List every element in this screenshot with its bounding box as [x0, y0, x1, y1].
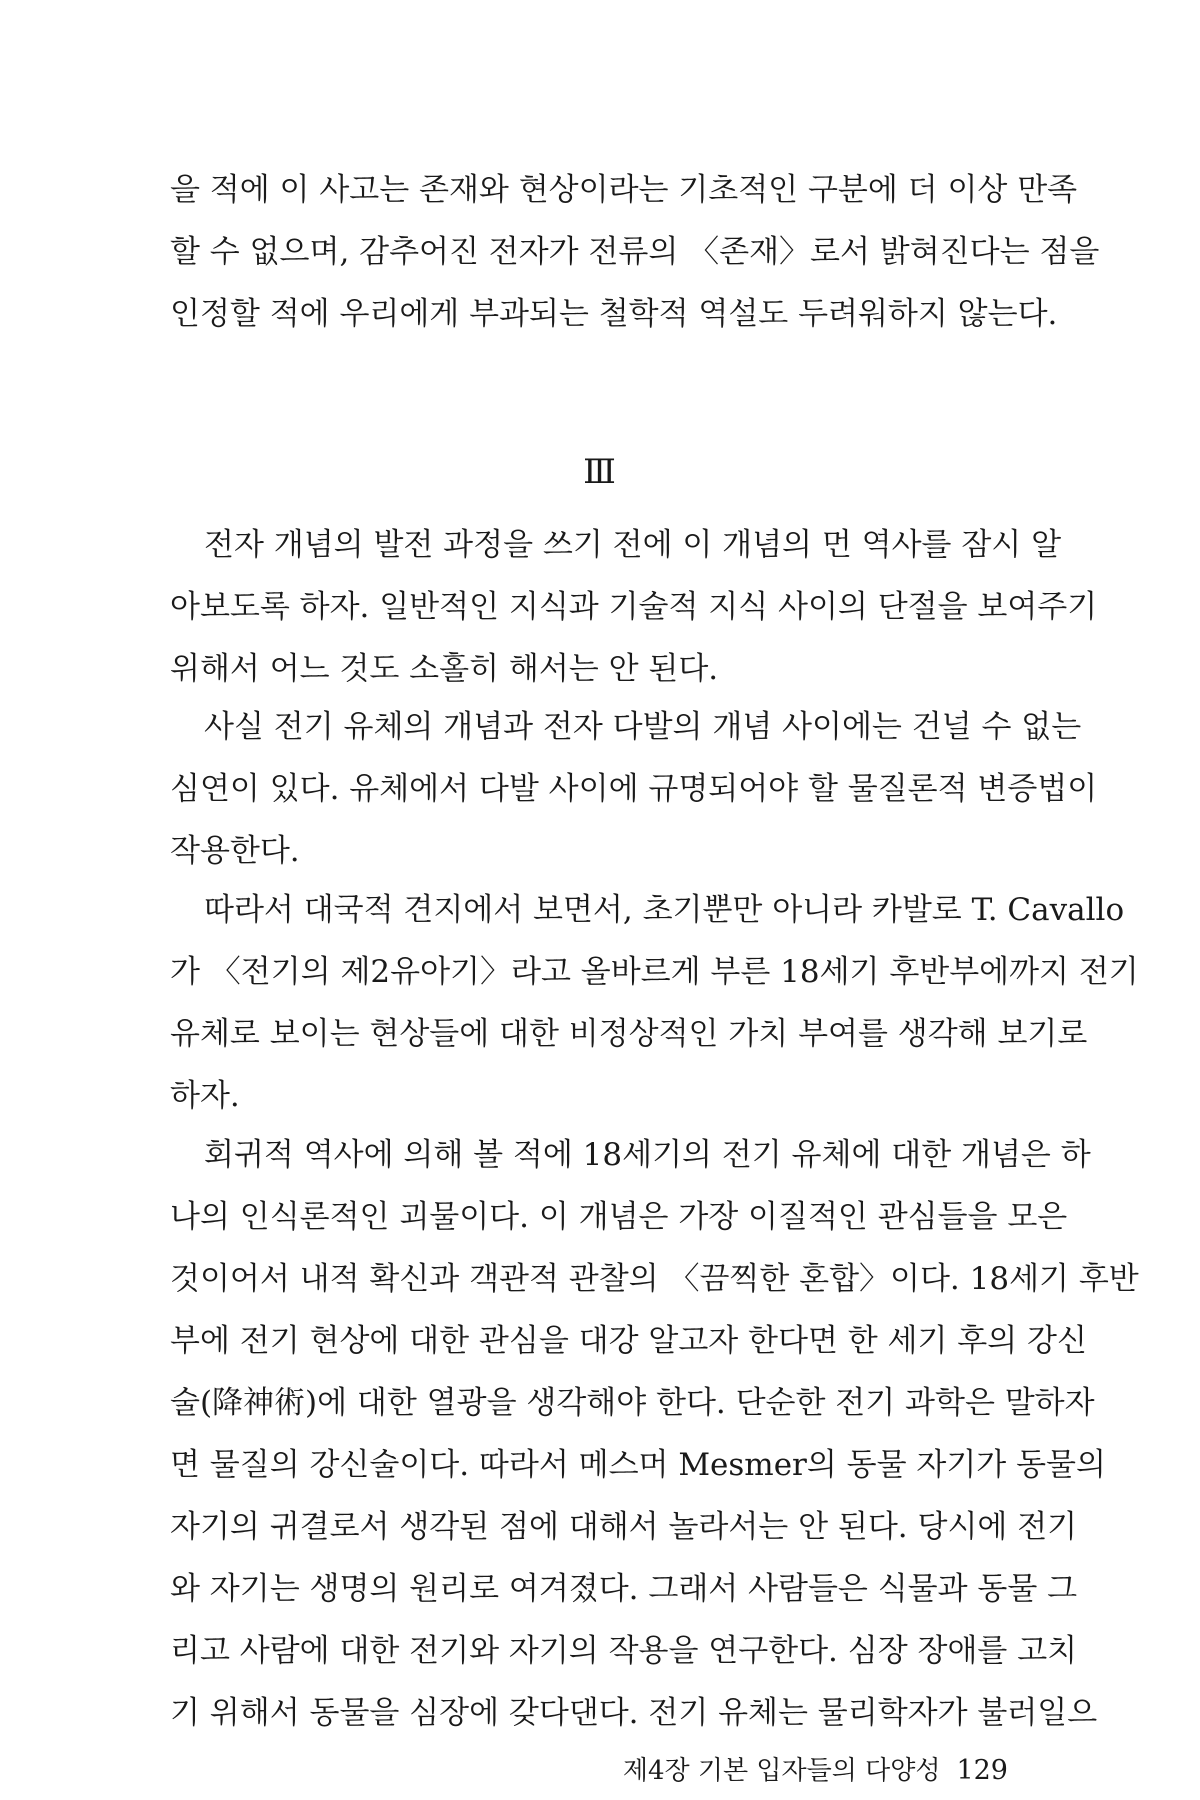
text-line: 심연이 있다. 유체에서 다발 사이에 규명되어야 할 물질론적 변증법이	[170, 771, 1098, 807]
text-line: 회귀적 역사에 의해 볼 적에 18세기의 전기 유체에 대한 개념은 하	[204, 1137, 1091, 1173]
text-line: 술(降神術)에 대한 열광을 생각해야 한다. 단순한 전기 과학은 말하자	[170, 1385, 1095, 1421]
text-line: 것이어서 내적 확신과 객관적 관찰의 〈끔찍한 혼합〉이다. 18세기 후반	[170, 1261, 1139, 1297]
section-heading: Ⅲ	[583, 452, 617, 492]
page-number: 129	[956, 1755, 1008, 1786]
page-footer	[623, 1750, 1008, 1787]
text-line: 아보도록 하자. 일반적인 지식과 기술적 지식 사이의 단절을 보여주기	[170, 589, 1098, 625]
text-line: 와 자기는 생명의 원리로 여겨졌다. 그래서 사람들은 식물과 동물 그	[170, 1571, 1078, 1607]
text-line: 리고 사람에 대한 전기와 자기의 작용을 연구한다. 심장 장애를 고치	[170, 1633, 1078, 1669]
text-line: 을 적에 이 사고는 존재와 현상이라는 기초적인 구분에 더 이상 만족	[170, 172, 1078, 208]
text-line: 유체로 보이는 현상들에 대한 비정상적인 가치 부여를 생각해 보기로	[170, 1016, 1088, 1052]
text-line: 작용한다.	[170, 833, 300, 869]
text-line: 기 위해서 동물을 심장에 갖다댄다. 전기 유체는 물리학자가 불러일으	[170, 1695, 1098, 1731]
text-line: 자기의 귀결로서 생각된 점에 대해서 놀라서는 안 된다. 당시에 전기	[170, 1509, 1078, 1545]
text-line: 하자.	[170, 1078, 240, 1114]
chapter-title: 제4장 기본 입자들의 다양성	[622, 1756, 941, 1786]
text-line: 인정할 적에 우리에게 부과되는 철학적 역설도 두려워하지 않는다.	[170, 296, 1058, 332]
text-line: 부에 전기 현상에 대한 관심을 대강 알고자 한다면 한 세기 후의 강신	[170, 1323, 1087, 1359]
text-line: 따라서 대국적 견지에서 보면서, 초기뿐만 아니라 카발로 T. Cavallo	[204, 892, 1125, 928]
text-line: 위해서 어느 것도 소홀히 해서는 안 된다.	[170, 651, 719, 687]
text-line: 면 물질의 강신술이다. 따라서 메스머 Mesmer의 동물 자기가 동물의	[170, 1447, 1106, 1483]
text-line: 나의 인식론적인 괴물이다. 이 개념은 가장 이질적인 관심들을 모은	[170, 1199, 1068, 1235]
text-line: 가 〈전기의 제2유아기〉라고 올바르게 부른 18세기 후반부에까지 전기	[170, 954, 1139, 990]
text-line: 할 수 없으며, 감추어진 전자가 전류의 〈존재〉로서 밝혀진다는 점을	[170, 234, 1100, 270]
text-line: 전자 개념의 발전 과정을 쓰기 전에 이 개념의 먼 역사를 잠시 알	[204, 527, 1062, 563]
text-line: 사실 전기 유체의 개념과 전자 다발의 개념 사이에는 건널 수 없는	[204, 709, 1082, 745]
